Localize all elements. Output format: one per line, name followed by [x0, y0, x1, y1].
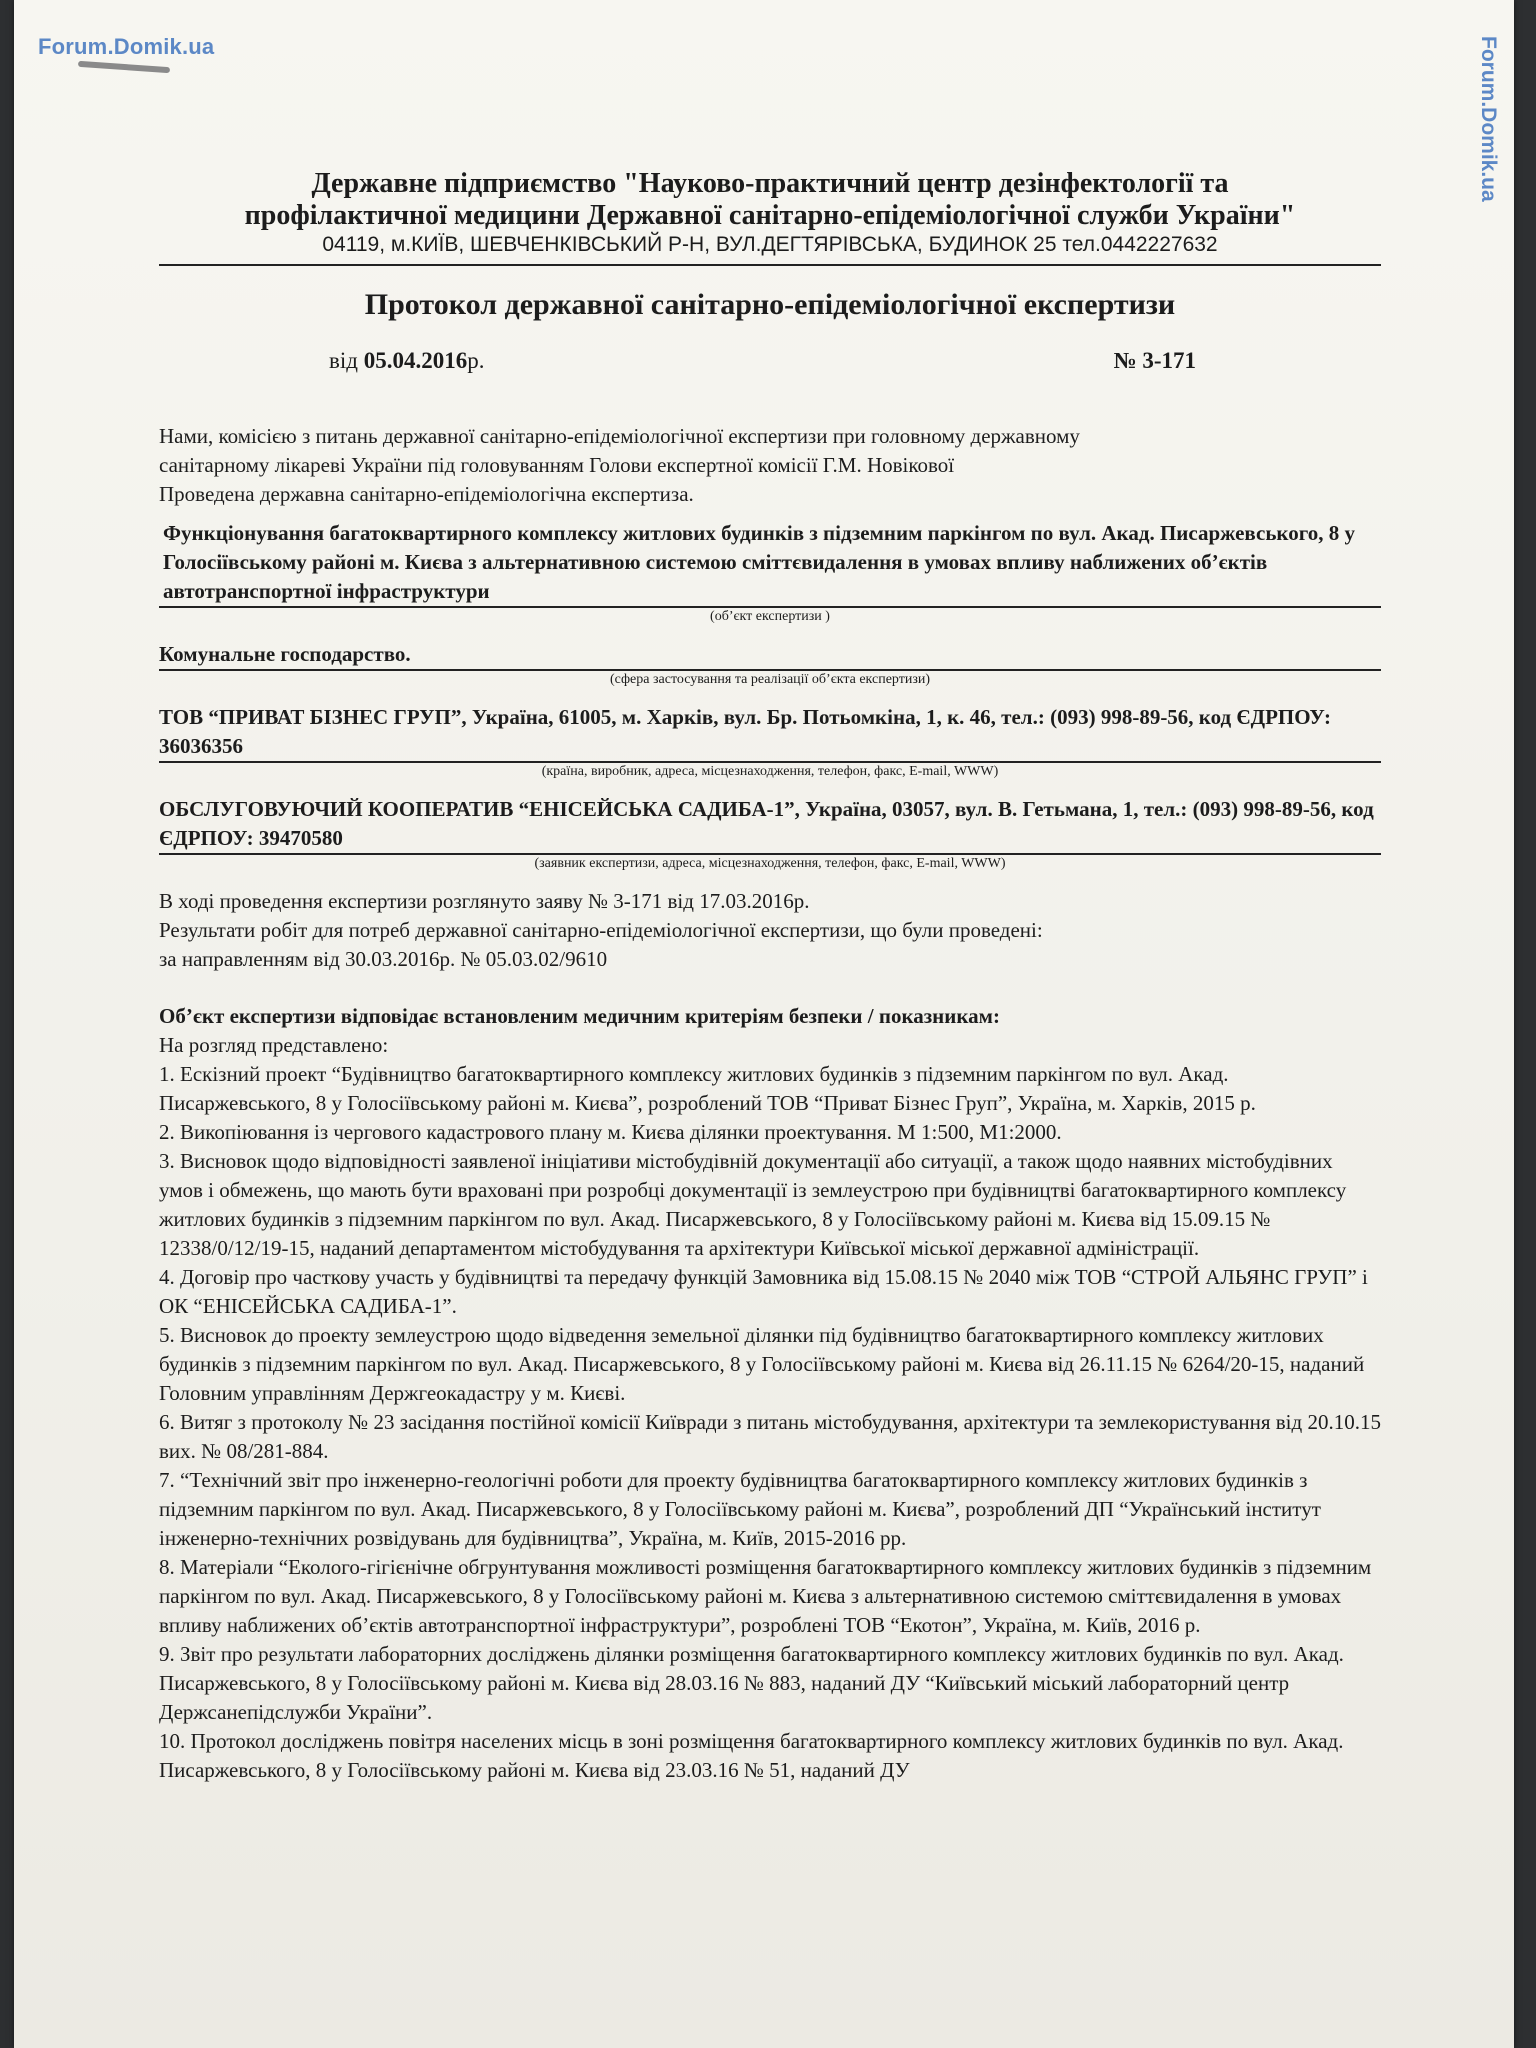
list-item: 4. Договір про часткову участь у будівництві та передачу функцій Замовника від 15.08.15 № 2040 між ТОВ “СТРОЙ АЛЬЯНС ГРУП” і ОК “ЕНІСЕЙСЬКА САДИБА-1”. [159, 1265, 1368, 1318]
applicant-value: ОБСЛУГОВУЮЧИЙ КООПЕРАТИВ “ЕНІСЕЙСЬКА САДИБА-1”, Україна, 03057, вул. В. Гетьмана, 1, тел.: (093) 998-89-56, код ЄДРПОУ: 39470580 [159, 795, 1381, 855]
submitted-heading: На розгляд представлено: [159, 1033, 389, 1057]
list-item: 7. “Технічний звіт про інженерно-геологічні роботи для проекту будівництва багатоквартирного комплексу житлових будинків з підземним паркінгом по вул. Акад. Писаржевського, 8 у Голосіївському районі м. Києва”, розроблений ДП “Український інститут інженерно-технічних розвідувань для будівництва”, Україна, м. Київ, 2015-2016 рр. [159, 1468, 1321, 1550]
applicant-field [159, 795, 1381, 873]
object-field [159, 519, 1381, 626]
list-item: 3. Висновок щодо відповідності заявленої ініціативи містобудівній документації або ситуації, а також щодо наявних містобудівних умов і обмежень, що мають бути враховані при розробці документації із землеустрою при будівництві багатоквартирного комплексу житлових будинків з підземним паркінгом по вул. Акад. Писаржевського, 8 у Голосіївському районі м. Києва від 15.09.15 № 12338/0/12/19-15, наданий департаментом містобудування та архітектури Київської міської державної адміністрації. [159, 1149, 1347, 1260]
object-value: Функціонування багатоквартирного комплексу житлових будинків з підземним паркінгом по вул. Акад. Писаржевського, 8 у Голосіївському районі м. Києва з альтернативною системою сміттєвидалення в умовах впливу наближених об’єктів автотранспортної інфраструктури [159, 519, 1381, 608]
list-item: 9. Звіт про результати лабораторних досліджень ділянки розміщення багатоквартирного комплексу житлових будинків по вул. Акад. Писаржевського, 8 у Голосіївському районі м. Києва від 28.03.16 № 883, наданий ДУ “Київський міський лабораторний центр Держсанепідслужби України”. [159, 1642, 1344, 1724]
scope-value: Комунальне господарство. [159, 640, 1381, 671]
document-body [159, 168, 1381, 1785]
object-caption: (об’єкт експертизи ) [710, 609, 830, 624]
scope-caption: (сфера застосування та реалізації об’єкта експертизи) [609, 672, 931, 687]
letterhead [159, 168, 1381, 266]
document-page [14, 0, 1514, 2048]
intro-line: санітарному лікареві України під головуванням Голови експертної комісії Г.М. Новікової [159, 453, 955, 477]
review-line: за направленням від 30.03.2016р. № 05.03.02/9610 [159, 947, 608, 971]
conclusion-heading: Об’єкт експертизи відповідає встановленим медичним критеріям безпеки / показникам: [159, 1004, 1000, 1028]
org-address: 04119, м.КИЇВ, ШЕВЧЕНКІВСЬКИЙ Р-Н, ВУЛ.ДЕГТЯРІВСЬКА, БУДИНОК 25 тел.0442227632 [322, 233, 1218, 256]
paperclip-icon [78, 61, 170, 73]
review-line: В ході проведення експертизи розглянуто заяву № 3-171 від 17.03.2016р. [159, 889, 810, 913]
protocol-number: № 3-171 [1113, 348, 1196, 373]
submitted-list [159, 1060, 1381, 1785]
list-item: 10. Протокол досліджень повітря населених місць в зоні розміщення багатоквартирного комплексу житлових будинків по вул. Акад. Писаржевського, 8 у Голосіївському районі м. Києва від 23.03.16 № 51, наданий ДУ [159, 1729, 1344, 1782]
date-number-row [159, 348, 1381, 374]
list-item: 6. Витяг з протоколу № 23 засідання постійної комісії Київради з питань містобудування, архітектури та землекористування від 20.10.15 вих. № 08/281-884. [159, 1410, 1381, 1463]
scope-field [159, 640, 1381, 689]
date-suffix: р. [467, 348, 485, 373]
document-title: Протокол державної санітарно-епідеміологічної експертизи [364, 288, 1176, 321]
intro-line: Нами, комісією з питань державної санітарно-епідеміологічної експертизи при головному державному [159, 424, 1080, 448]
date-value: 05.04.2016 [363, 348, 468, 373]
watermark-logo: Forum.Domik.ua [38, 34, 215, 59]
applicant-caption: (заявник експертизи, адреса, місцезнаходження, телефон, факс, E-mail, WWW) [534, 856, 1006, 871]
manufacturer-field [159, 703, 1381, 781]
intro-block [159, 422, 1381, 509]
review-line: Результати робіт для потреб державної санітарно-епідеміологічної експертизи, що були проведені: [159, 918, 1043, 942]
manufacturer-caption: (країна, виробник, адреса, місцезнаходження, телефон, факс, E-mail, WWW) [541, 764, 999, 779]
submitted-block [159, 1002, 1381, 1785]
list-item: 1. Ескізний проект “Будівництво багатоквартирного комплексу житлових будинків з підземним паркінгом по вул. Акад. Писаржевського, 8 у Голосіївському районі м. Києва”, розроблений ТОВ “Приват Бізнес Груп”, Україна, м. Харків, 2015 р. [159, 1062, 1256, 1115]
watermark-side: Forum.Domik.ua [1477, 36, 1500, 202]
review-block [159, 887, 1381, 974]
manufacturer-value: ТОВ “ПРИВАТ БІЗНЕС ГРУП”, Україна, 61005, м. Харків, вул. Бр. Потьомкіна, 1, к. 46, тел.: (093) 998-89-56, код ЄДРПОУ: 36036356 [159, 703, 1381, 763]
date-prefix: від [329, 348, 358, 373]
intro-line: Проведена державна санітарно-епідеміологічна експертиза. [159, 482, 694, 506]
org-name-line2: профілактичної медицини Державної санітарно-епідеміологічної служби України" [244, 200, 1296, 231]
list-item: 2. Викопіювання із чергового кадастрового плану м. Києва ділянки проектування. М 1:500, М1:2000. [159, 1120, 1062, 1144]
header-rule [159, 264, 1381, 266]
org-name-line1: Державне підприємство "Науково-практичний центр дезінфектології та [311, 168, 1229, 199]
list-item: 8. Матеріали “Еколого-гігієнічне обгрунтування можливості розміщення багатоквартирного комплексу житлових будинків з підземним паркінгом по вул. Акад. Писаржевського, 8 у Голосіївському районі м. Києва з альтернативною системою сміттєвидалення в умовах впливу наближених об’єктів автотранспортної інфраструктури”, розроблені ТОВ “Екотон”, Україна, м. Київ, 2016 р. [159, 1555, 1372, 1637]
list-item: 5. Висновок до проекту землеустрою щодо відведення земельної ділянки під будівництво багатоквартирного комплексу житлових будинків з підземним паркінгом по вул. Акад. Писаржевського, 8 у Голосіївському районі м. Києва від 26.11.15 № 6264/20-15, наданий Головним управлінням Держгеокадастру у м. Києві. [159, 1323, 1365, 1405]
protocol-date [329, 348, 484, 374]
